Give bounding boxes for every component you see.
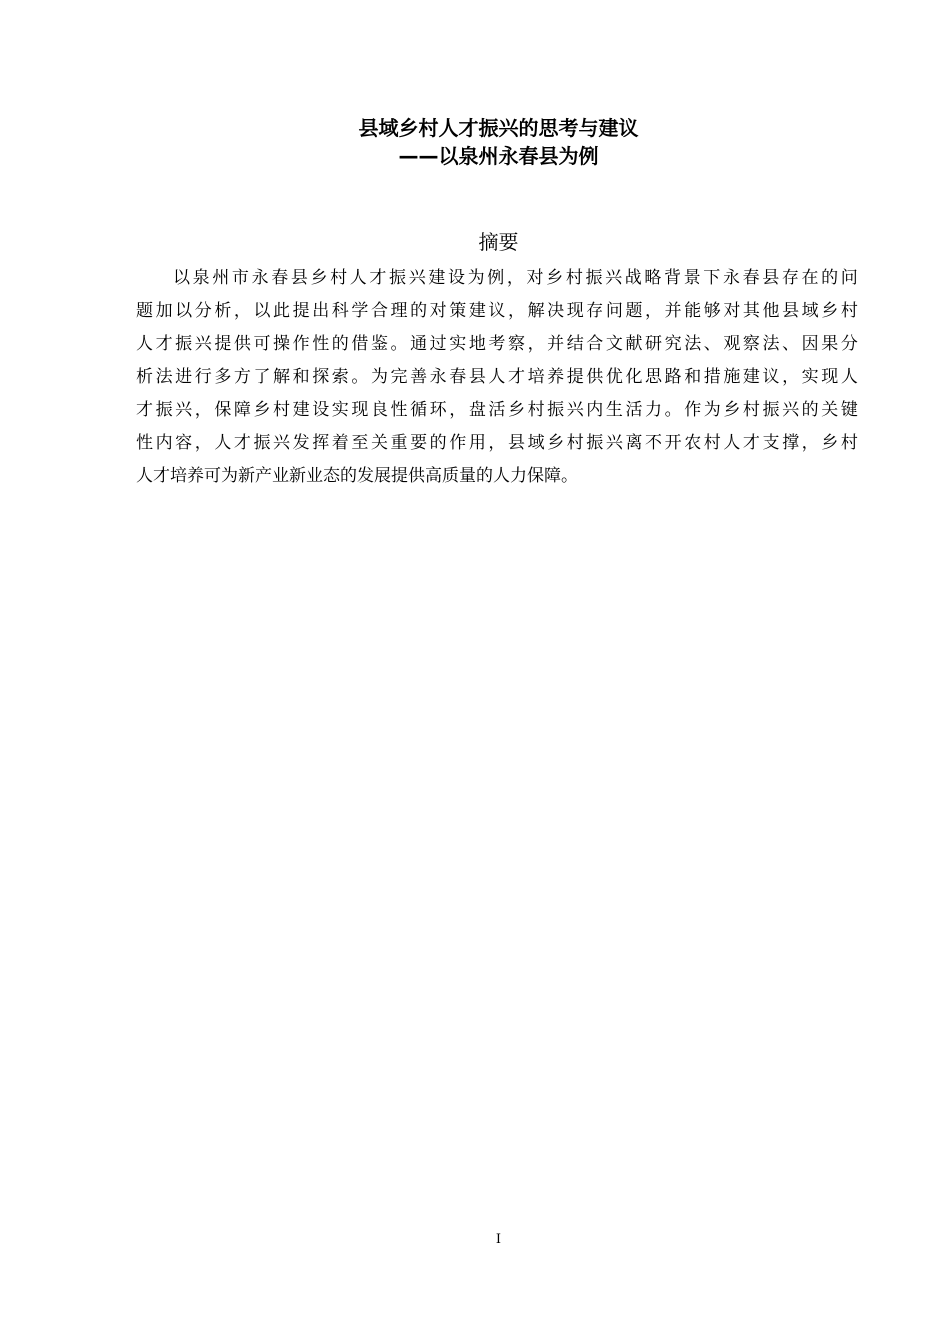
abstract-line: 人才培养可为新产业新业态的发展提供高质量的人力保障。 — [136, 466, 578, 486]
paper-title: 县域乡村人才振兴的思考与建议 — [358, 116, 639, 140]
abstract-heading: 摘要 — [478, 230, 519, 254]
abstract-line: 性 内 容 ， 人 才 振 兴 发 挥 着 至 关 重 要 的 作 用 ， 县 域 乡 村 振 兴 离 不 开 农 村 人 才 支 撑 ， 乡 村 — [136, 433, 858, 453]
abstract-line: 才 振 兴 ， 保 障 乡 村 建 设 实 现 良 性 循 环 ， 盘 活 乡 村 振 兴 内 生 活 力 。 作 为 乡 村 振 兴 的 关 键 — [136, 400, 858, 420]
page-number: I — [495, 1232, 502, 1247]
abstract-body — [136, 262, 858, 493]
abstract-line: 人 才 振 兴 提 供 可 操 作 性 的 借 鉴 。 通 过 实 地 考 察 ， 并 结 合 文 献 研 究 法 、 观 察 法 、 因 果 分 — [136, 334, 858, 354]
paper-subtitle: ——以泉州永春县为例 — [398, 144, 599, 168]
abstract-line: 题 加 以 分 析 ， 以 此 提 出 科 学 合 理 的 对 策 建 议 ， 解 决 现 存 问 题 ， 并 能 够 对 其 他 县 域 乡 村 — [136, 301, 858, 321]
title-block — [0, 114, 950, 170]
abstract-line: 以 泉 州 市 永 春 县 乡 村 人 才 振 兴 建 设 为 例 ， 对 乡 村 振 兴 战 略 背 景 下 永 春 县 存 在 的 问 — [173, 268, 858, 288]
abstract-line: 析 法 进 行 多 方 了 解 和 探 索 。 为 完 善 永 春 县 人 才 培 养 提 供 优 化 思 路 和 措 施 建 议 ， 实 现 人 — [136, 367, 858, 387]
